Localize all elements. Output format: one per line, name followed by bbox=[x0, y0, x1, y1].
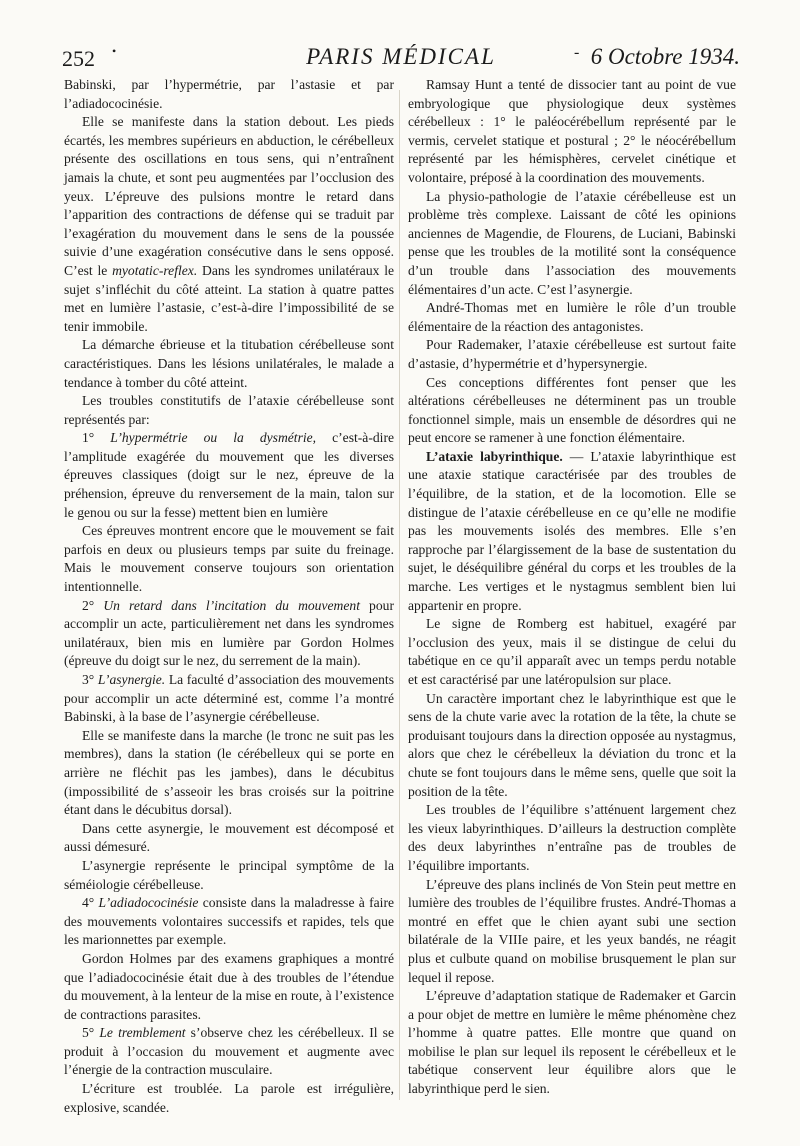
bullet-mark: • bbox=[112, 44, 117, 58]
list-item: 3° L’asynergie. La faculté d’association des mouvements pour accomplir un acte déterminé est, comme l’a montré Babinski, à la base de l’asynergie cérébelleuse. bbox=[64, 672, 394, 725]
list-item: 1° L’hypermétrie ou la dysmétrie, c’est-à-dire l’amplitude exagérée du mouvement que les diverses épreuves classiques (doigt sur le nez, épreuve de la préhension, épreuve du renversement de la main, talon sur le genou ou sur la fesse) mettent bien en lumière bbox=[64, 430, 394, 520]
list-item: 5° Le tremblement s’observe chez les cérébelleux. Il se produit à l’occasion du mouvement et augmente avec l’énergie de la contraction musculaire. bbox=[64, 1025, 395, 1078]
paragraph: Ces épreuves montrent encore que le mouvement se fait parfois en deux ou plusieurs temps par suite du freinage. Mais le mouvement conserve toujours son orientation intentionnelle. bbox=[64, 523, 394, 595]
left-column bbox=[64, 76, 394, 1117]
paragraph: Elle se manifeste dans la station debout. Les pieds écartés, les membres supérieurs en abduction, le cérébelleux présente des oscillations en tous sens, qui n’entraînent jamais la chute, et sont peu augmentées par l’occlusion des yeux. L’épreuve des pulsions montre le retard dans l’apparition des contractions de défense qui se traduit par l’exagération du mouvement dans le sens de la poussée suivie d’une exagération consécutive dans le sens opposé. C’est le myotatic-reflex. Dans les syndromes unilatéraux le sujet s’infléchit du côté atteint. La station à quatre pattes met en lumière l’astasie, c’est-à-dire l’impossibilité de se tenir immobile. bbox=[64, 114, 395, 334]
issue-date: 6 Octobre 1934. bbox=[590, 44, 740, 69]
paragraph: Les troubles de l’équilibre s’atténuent largement chez les vieux labyrinthiques. D’ailleurs la destruction complète des deux labyrinthes n’entraîne pas de troubles de l’équilibre importants. bbox=[408, 802, 736, 873]
paragraph: Ramsay Hunt a tenté de dissocier tant au point de vue embryologique que physiologique deux systèmes cérébelleux : 1° le paléocérébellum représenté par le vermis, cervelet statique et postural ; 2° le néocérébellum représenté par les hémisphères, cervelet cinétique et volontaire, préposé à la coordination des mouvements. bbox=[408, 77, 736, 185]
paragraph: L’écriture est troublée. La parole est irrégulière, explosive, scandée. bbox=[64, 1081, 394, 1115]
paragraph: Pour Rademaker, l’ataxie cérébelleuse est surtout faite d’astasie, d’hypermétrie et d’hypersynergie. bbox=[408, 337, 736, 371]
column-divider bbox=[399, 90, 400, 1100]
paragraph: L’épreuve des plans inclinés de Von Stein peut mettre en lumière des troubles de l’équilibre frustes. André-Thomas a montré en effet que le chien ayant subi une section bilatérale de la VIIIe paire, et les yeux bandés, ne réagit plus et culbute quand on mobilise brusquement le plan sur lequel il repose. bbox=[408, 876, 736, 985]
list-item: 4° L’adiadococinésie consiste dans la maladresse à faire des mouvements volontaires successifs et rapides, tels que les marionnettes par exemple. bbox=[64, 895, 395, 948]
page-number: 252 bbox=[62, 46, 95, 71]
list-item: 2° Un retard dans l’incitation du mouvement pour accomplir un acte, particulièrement net dans les syndromes unilatéraux, bien mis en lumière par Gordon Holmes (épreuve du doigt sur le nez, du serrement de la main). bbox=[64, 597, 394, 669]
paragraph: Les troubles constitutifs de l’ataxie cérébelleuse sont représentés par: bbox=[64, 393, 394, 427]
paragraph: Gordon Holmes par des examens graphiques a montré que l’adiadococinésie était due à des troubles de l’étendue du mouvement, à la lenteur de la mise en route, à l’existence de contractions parasites. bbox=[64, 950, 394, 1022]
header-separator: - bbox=[574, 44, 580, 61]
paragraph: Dans cette asynergie, le mouvement est décomposé et aussi démesuré. bbox=[64, 820, 394, 855]
paragraph: L’asynergie représente le principal symptôme de la séméiologie cérébelleuse. bbox=[64, 857, 394, 892]
paragraph: Un caractère important chez le labyrinthique est que le sens de la chute varie avec la rotation de la tête, la chute se produisant toujours dans la direction opposée au nystagmus, alors que chez le cérébelleux la déviation du tronc et la chute se font toujours dans le même sens, quelle que soit la position de la tête. bbox=[408, 690, 736, 799]
paragraph: Elle se manifeste dans la marche (le tronc ne suit pas les membres), dans la station (le cérébelleux qui se porte en arrière ne fléchit pas les jambes), dans le décubitus (impossibilité de s’asseoir les bras croisés sur la poitrine étant dans le décubitus dorsal). bbox=[64, 727, 394, 818]
page-header bbox=[62, 42, 740, 76]
paragraph: Le signe de Romberg est habituel, exagéré par l’occlusion des yeux, mais il se distingue de celui du tabétique en ce qu’il apparaît avec un temps perdu notable et est caractérisé par une latéropulsion sur place. bbox=[408, 616, 736, 687]
section-paragraph: L’ataxie labyrinthique. — L’ataxie labyrinthique est une ataxie statique caractérisée par des troubles de l’équilibre, de la station, et de la locomotion. Elle se distingue de l’ataxie cérébelleuse en ce qu’elle ne modifie pas les mouvements isolés des membres. Elle s’en rapproche par l’élargissement de la base de sustentation du sujet, le déséquilibre général du corps et les troubles de la marche. Les vertiges et le nystagmus semblent bien lui appartenir en propre. bbox=[408, 448, 736, 613]
paragraph: Babinski, par l’hypermétrie, par l’astasie et par l’adiadococinésie. bbox=[64, 77, 394, 111]
section-heading: L’ataxie labyrinthique. bbox=[426, 448, 563, 464]
paragraph: Ces conceptions différentes font penser que les altérations cérébelleuses ne déterminent pas un trouble fonctionnel simple, mais un ensemble de désordres qui ne peut encore se ramener à une fonction élémentaire. bbox=[408, 374, 736, 446]
paragraph: André-Thomas met en lumière le rôle d’un trouble élémentaire de la réaction des antagonistes. bbox=[408, 300, 736, 334]
paragraph: L’épreuve d’adaptation statique de Rademaker et Garcin a pour objet de mettre en lumière le même phénomène chez l’homme à quatre pattes. Elle montre que quand on mobilise le plan sur lequel ils reposent le cérébelleux et le tabétique conservent leur équilibre alors que le labyrinthique perd le sien. bbox=[408, 988, 736, 1097]
paragraph: La démarche ébrieuse et la titubation cérébelleuse sont caractéristiques. Dans les lésions unilatérales, le malade a tendance à tomber du côté atteint. bbox=[64, 337, 394, 390]
journal-title: PARIS MÉDICAL bbox=[306, 44, 496, 69]
paragraph: La physio-pathologie de l’ataxie cérébelleuse est un problème très complexe. Laissant de côté les opinions anciennes de Magendie, de Flourens, de Luciani, Babinski pense que les troubles de la motilité sont la conséquence d’un trouble dans l’association des mouvements élémentaires d’un acte. C’est l’asynergie. bbox=[408, 188, 736, 297]
right-column bbox=[408, 76, 736, 1099]
